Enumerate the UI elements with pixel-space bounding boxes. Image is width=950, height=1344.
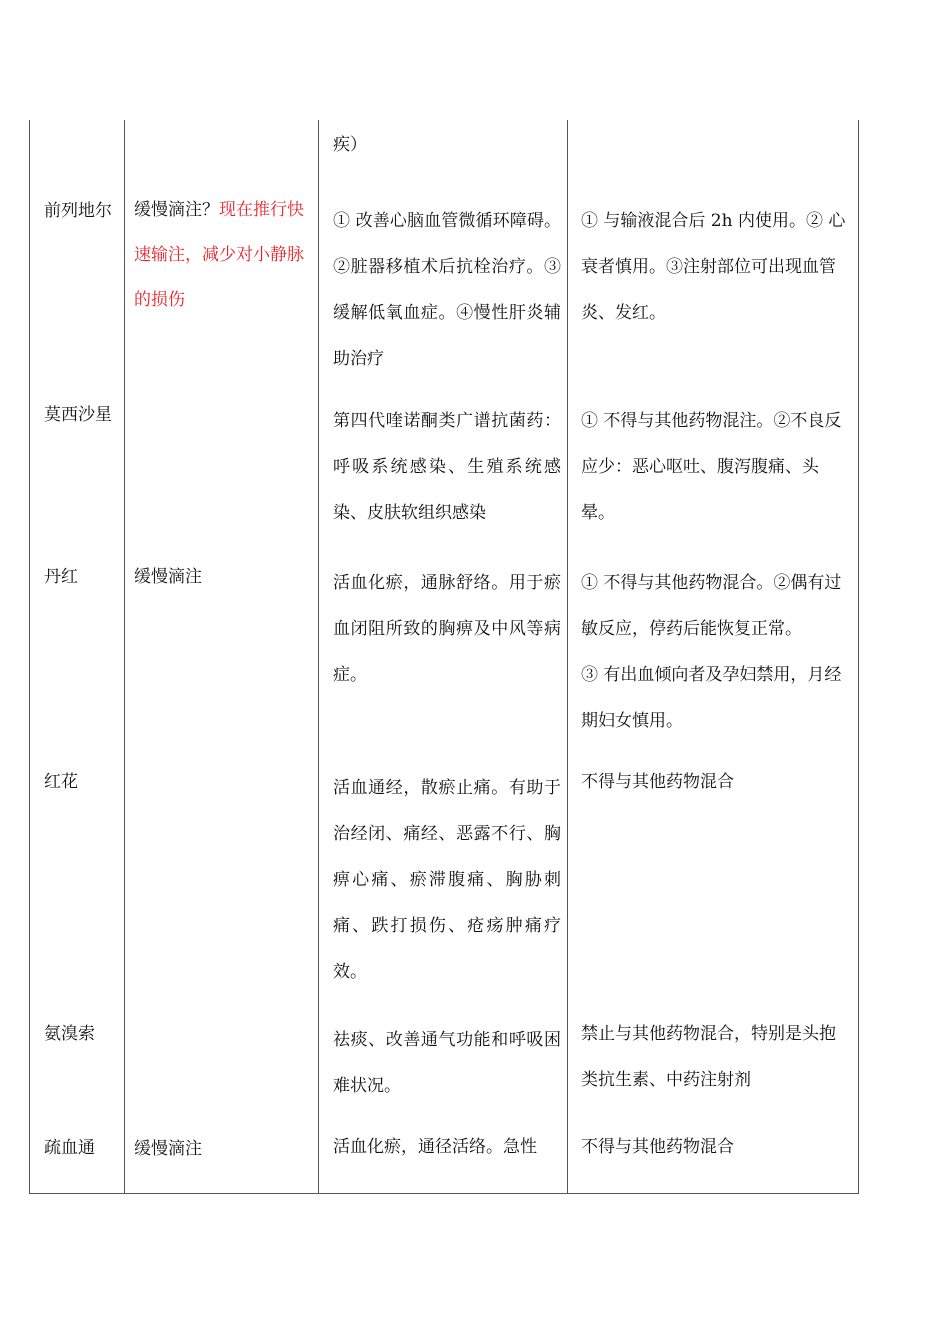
drug-name-cell: 莫西沙星	[29, 392, 124, 554]
notes-cell	[567, 554, 859, 759]
indication-cell	[318, 120, 567, 188]
table-bottom-border	[29, 1193, 859, 1194]
notes-text: 禁止与其他药物混合，特别是头抱类抗生素、中药注射剂	[581, 1024, 836, 1090]
indication-text: 疾）	[333, 135, 367, 155]
method-cell	[124, 120, 318, 188]
indication-cell	[318, 759, 567, 1011]
drug-name-cell: 前列地尔	[29, 188, 124, 392]
indication-cell	[318, 392, 567, 554]
notes-text: ① 不得与其他药物混合。②偶有过敏反应，停药后能恢复正常。	[581, 573, 842, 639]
indication-text: 祛痰、改善通气功能和呼吸困难状况。	[333, 1030, 561, 1096]
drug-name-cell: 疏血通	[29, 1125, 124, 1194]
indication-cell	[318, 554, 567, 759]
method-cell	[124, 188, 318, 392]
method-text: 缓慢滴注？	[134, 200, 219, 220]
indication-cell	[318, 188, 567, 392]
notes-text: ① 与输液混合后 2h 内使用。② 心衰者慎用。③注射部位可出现血管炎、发红。	[581, 211, 846, 323]
indication-cell	[318, 1125, 567, 1194]
drug-name-cell: 丹红	[29, 554, 124, 759]
notes-text: 不得与其他药物混合	[581, 1137, 734, 1157]
notes-cell	[567, 188, 859, 392]
indication-text: 活血化瘀，通脉舒络。用于瘀血闭阻所致的胸痹及中风等病症。	[333, 573, 561, 685]
drug-name-cell: 氨溴索	[29, 1011, 124, 1125]
method-text: 缓慢滴注	[134, 567, 202, 587]
notes-cell	[567, 120, 859, 188]
method-cell	[124, 554, 318, 759]
indication-text: 第四代喹诺酮类广谱抗菌药：呼吸系统感染、生殖系统感染、皮肤软组织感染	[333, 411, 561, 523]
method-cell	[124, 759, 318, 1011]
notes-extra-text: ③ 有出血倾向者及孕妇禁用，月经期妇女慎用。	[581, 665, 842, 731]
notes-text: ① 不得与其他药物混注。②不良反应少：恶心呕吐、腹泻腹痛、头晕。	[581, 411, 842, 523]
indication-text: 活血化瘀，通径活络。急性	[333, 1137, 537, 1157]
notes-cell	[567, 759, 859, 1011]
notes-cell	[567, 392, 859, 554]
method-note: 现在推行快速输注，减少对小静脉的损伤	[134, 200, 304, 310]
notes-text: 不得与其他药物混合	[581, 772, 734, 792]
notes-cell	[567, 1125, 859, 1194]
indication-text: 活血通经，散瘀止痛。有助于治经闭、痛经、恶露不行、胸痹心痛、瘀滞腹痛、胸胁刺痛、跌打损伤、疮疡肿痛疗效。	[333, 778, 561, 982]
drug-name-cell	[29, 120, 124, 188]
method-cell	[124, 392, 318, 554]
indication-text: ① 改善心脑血管微循环障碍。②脏器移植术后抗栓治疗。③缓解低氧血症。④慢性肝炎辅助治疗	[333, 211, 561, 369]
method-text: 缓慢滴注	[134, 1139, 202, 1159]
method-cell	[124, 1125, 318, 1194]
notes-cell	[567, 1011, 859, 1125]
drug-name-cell: 红花	[29, 759, 124, 1011]
indication-cell	[318, 1011, 567, 1125]
method-cell	[124, 1011, 318, 1125]
